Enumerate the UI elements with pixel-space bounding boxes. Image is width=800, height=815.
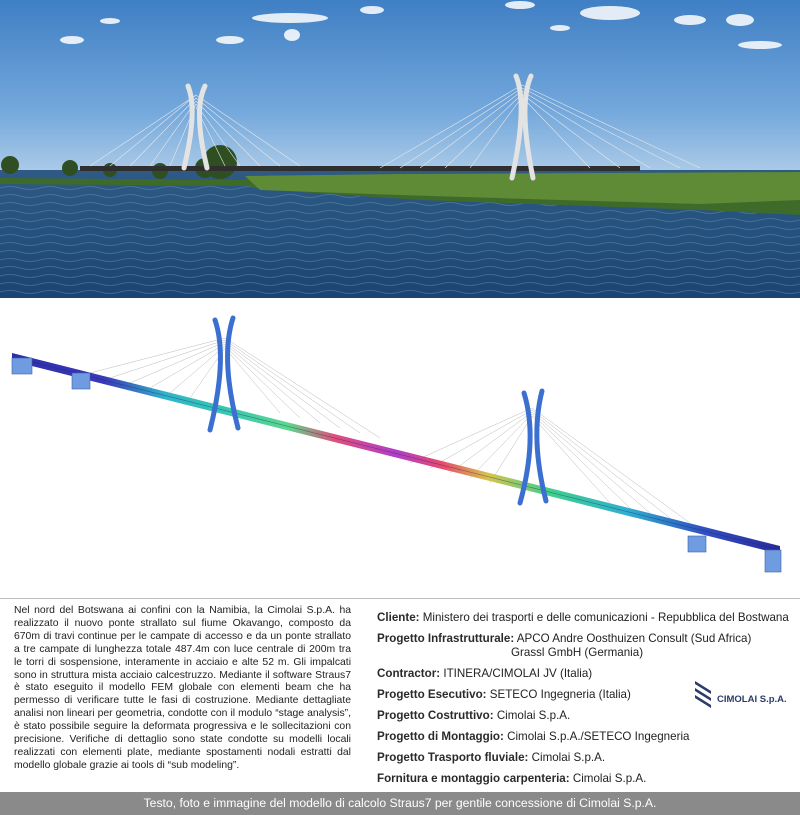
- divider: [0, 598, 800, 599]
- credit-extra: Grassl GmbH (Germania): [511, 646, 644, 659]
- credit-value: Cimolai S.p.A.: [496, 709, 571, 722]
- credit-value: APCO Andre Oosthuizen Consult (Sud Africa): [516, 632, 752, 645]
- sky: [0, 0, 800, 185]
- credit-key: Progetto Trasporto fluviale:: [377, 751, 529, 764]
- credit-key: Contractor:: [377, 667, 441, 680]
- model-piers: [12, 358, 781, 572]
- credit-progetto-infrastrutturale: [377, 632, 797, 646]
- bridge-photo: [0, 0, 800, 298]
- credit-value: SETECO Ingegneria (Italia): [489, 688, 631, 701]
- footer-caption: Testo, foto e immagine del modello di calcolo Straus7 per gentile concessione di Cimolai S.p.A.: [0, 792, 800, 815]
- credit-value: Cimolai S.p.A.: [572, 772, 647, 785]
- credit-value: Ministero dei trasporti e delle comunicazioni - Repubblica del Bostwana: [422, 611, 789, 624]
- logo-text: CIMOLAI S.p.A.: [717, 694, 787, 705]
- fem-model-svg: [0, 298, 800, 598]
- credit-key: Progetto Esecutivo:: [377, 688, 487, 701]
- credit-progetto-costruttivo: [377, 709, 797, 723]
- project-description: Nel nord del Botswana ai confini con la Namibia, la Cimolai S.p.A. ha realizzato il nuovo ponte strallato sul fiume Okavango, composto da 670m di travi continue per le campate di accesso e da un ponte strallato a tre campate di lunghezza totale 487.4m con luce centrale di 200m tra le torri di sospensione, interamente in acciaio e alte 52 m. Gli impalcati sono in struttura mista acciaio calcestruzzo. Mediante il software Straus7 è stato eseguito il modello FEM globale con elementi beam che ha permesso di verificare tutte le fasi di costruzione. Mediante dettagliate analisi non lineari per geometria, condotte con il modulo “stage analysis”, è stato possibile seguire la deformata progressiva e le sollecitazioni con precisione. Verifiche di dettaglio sono state condotte su modelli locali realizzati con elementi plate, mediante spostamenti nodali estratti dal modello globale grazie ai tools di “sub modeling”.: [14, 605, 351, 771]
- bridge-photo-svg: [0, 0, 800, 298]
- credit-key: Progetto di Montaggio:: [377, 730, 504, 743]
- credit-key: Progetto Infrastrutturale:: [377, 632, 515, 645]
- credit-progetto-trasporto: [377, 751, 797, 765]
- credit-progetto-montaggio: [377, 730, 797, 744]
- fem-model-figure: [0, 298, 800, 598]
- cimolai-logo-icon: [693, 679, 717, 709]
- credit-value: Cimolai S.p.A./SETECO Ingegneria: [507, 730, 690, 743]
- cimolai-logo: [693, 679, 793, 711]
- credit-key: Fornitura e montaggio carpenteria:: [377, 772, 570, 785]
- credit-value: ITINERA/CIMOLAI JV (Italia): [443, 667, 593, 680]
- model-cables: [90, 338, 690, 523]
- credit-key: Progetto Costruttivo:: [377, 709, 494, 722]
- credit-fornitura: [377, 772, 797, 786]
- credit-key: Cliente:: [377, 611, 420, 624]
- bridge-deck: [80, 166, 640, 171]
- credit-value: Cimolai S.p.A.: [531, 751, 606, 764]
- credit-cliente: [377, 611, 797, 625]
